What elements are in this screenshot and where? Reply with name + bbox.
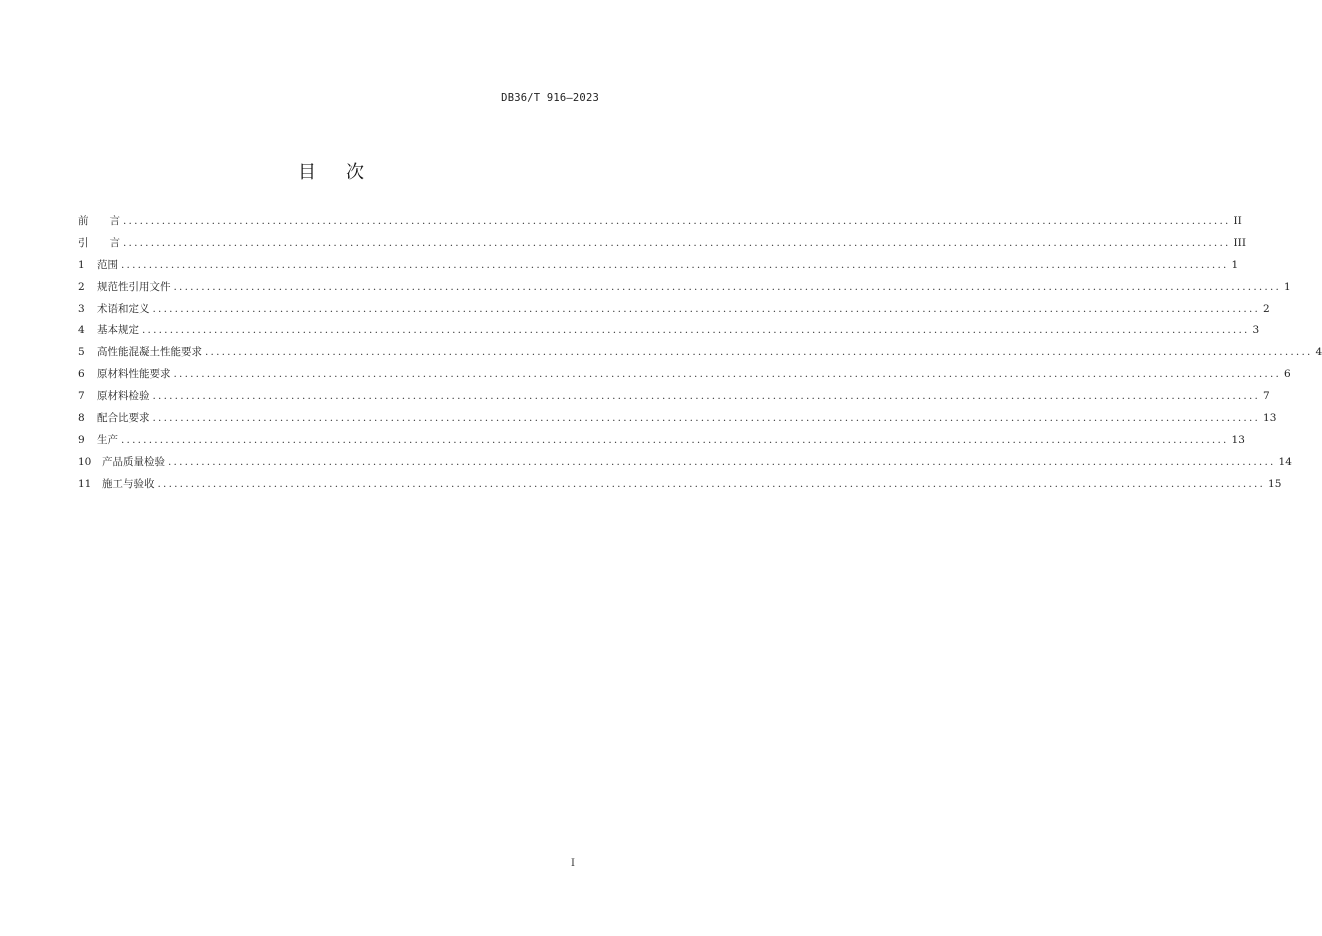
- toc-entry-number: 3: [78, 302, 85, 315]
- toc-entry-page: 6: [1284, 368, 1291, 381]
- toc-entry[interactable]: [78, 299, 1270, 321]
- toc-entry-page: III: [1233, 236, 1246, 249]
- page-number: I: [571, 858, 575, 869]
- toc-entry-leader-dots: ........................................................................................................................................................................................................: [121, 433, 1229, 446]
- toc-entry-title: 原材料检验: [97, 390, 150, 403]
- toc-entry-number: 2: [78, 280, 85, 293]
- toc-entry-leader-dots: ........................................................................................................................................................................................................: [142, 324, 1250, 337]
- toc-entry[interactable]: [78, 408, 1277, 430]
- toc-entry-number: 4: [78, 324, 85, 337]
- toc-entry-title: 施工与验收: [102, 477, 155, 490]
- toc-entry-leader-dots: ........................................................................................................................................................................................................: [157, 477, 1266, 490]
- toc-entry-leader-dots: ........................................................................................................................................................................................................: [152, 412, 1261, 425]
- toc-entry[interactable]: [78, 452, 1292, 474]
- toc-title: [0, 158, 662, 184]
- toc-entry[interactable]: [78, 342, 1322, 364]
- toc-entry-title: 范围: [97, 258, 118, 271]
- toc-entry-page: 2: [1263, 302, 1270, 315]
- toc-entry-number: 5: [78, 346, 85, 359]
- toc-entry-title: 配合比要求: [97, 412, 150, 425]
- toc-entry-leader-dots: ........................................................................................................................................................................................................: [121, 258, 1229, 271]
- toc-entry-number: 9: [78, 433, 85, 446]
- toc-entry-leader-dots: ........................................................................................................................................................................................................: [173, 280, 1282, 293]
- toc-entry-page: 4: [1315, 346, 1322, 359]
- toc-entry[interactable]: [78, 320, 1260, 342]
- toc-entry-page: 1: [1231, 258, 1239, 271]
- toc-entry[interactable]: [78, 211, 1242, 233]
- toc-entry-leader-dots: ........................................................................................................................................................................................................: [123, 236, 1231, 249]
- document-code: DB36/T 916—2023: [501, 92, 599, 104]
- toc-entry-number: 8: [78, 412, 85, 425]
- toc-title-part-2: 次: [346, 162, 364, 183]
- toc-title-part-1: 目: [298, 162, 316, 183]
- toc-entry-title: 产品质量检验: [102, 455, 165, 468]
- toc-entry-number: 7: [78, 390, 85, 403]
- toc-entry-leader-dots: ........................................................................................................................................................................................................: [152, 302, 1261, 315]
- toc-entry-number: 11: [78, 477, 92, 490]
- table-of-contents: [78, 211, 1322, 496]
- toc-entry-page: 1: [1284, 280, 1291, 293]
- toc-entry-number: 6: [78, 368, 85, 381]
- toc-entry-title: 原材料性能要求: [97, 368, 171, 381]
- toc-entry-title: 前 言: [78, 215, 120, 227]
- toc-entry-title: 引 言: [78, 236, 120, 249]
- toc-entry-leader-dots: ........................................................................................................................................................................................................: [152, 390, 1261, 403]
- toc-entry-page: 3: [1252, 324, 1260, 337]
- toc-entry-page: 7: [1263, 390, 1270, 403]
- toc-entry-title: 规范性引用文件: [97, 280, 171, 293]
- toc-entry-title: 生产: [97, 433, 118, 446]
- toc-entry-leader-dots: ........................................................................................................................................................................................................: [205, 346, 1313, 359]
- toc-entry-page: 13: [1263, 412, 1277, 425]
- toc-entry-title: 高性能混凝土性能要求: [97, 346, 202, 359]
- toc-entry-title: 术语和定义: [97, 302, 150, 315]
- toc-entry-number: 10: [78, 455, 92, 468]
- toc-entry[interactable]: [78, 364, 1291, 386]
- toc-entry-leader-dots: ........................................................................................................................................................................................................: [123, 215, 1231, 227]
- toc-entry[interactable]: [78, 277, 1291, 299]
- toc-entry-page: II: [1233, 215, 1242, 227]
- toc-entry[interactable]: [78, 233, 1246, 255]
- toc-entry[interactable]: [78, 474, 1282, 496]
- toc-entry-number: 1: [78, 258, 85, 271]
- toc-entry-page: 15: [1268, 477, 1282, 490]
- toc-entry-page: 14: [1278, 455, 1292, 468]
- toc-entry[interactable]: [78, 386, 1270, 408]
- toc-entry[interactable]: [78, 430, 1245, 452]
- toc-entry-leader-dots: ........................................................................................................................................................................................................: [168, 455, 1276, 468]
- toc-entry-page: 13: [1231, 433, 1245, 446]
- toc-entry-leader-dots: ........................................................................................................................................................................................................: [173, 368, 1282, 381]
- toc-entry[interactable]: [78, 255, 1239, 277]
- toc-entry-title: 基本规定: [97, 324, 139, 337]
